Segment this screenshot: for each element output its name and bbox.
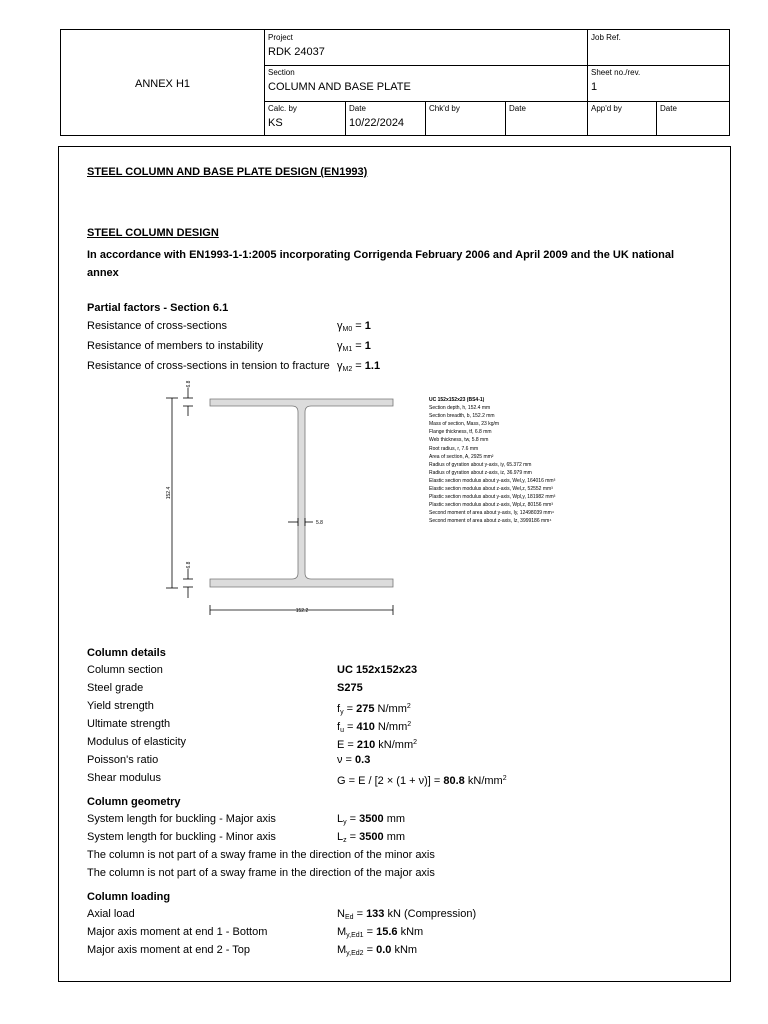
axial-load-label: Axial load — [87, 908, 135, 920]
moment-end1-label: Major axis moment at end 1 - Bottom — [87, 926, 268, 938]
date-value: 10/22/2024 — [349, 117, 405, 129]
shear-modulus-label: Shear modulus — [87, 772, 161, 784]
steel-grade-label: Steel grade — [87, 682, 144, 694]
yield-strength-value: $f_y = 275$ $N/mm^2$ — [337, 703, 411, 716]
shear-modulus-value: G = E / [2 × (1 + ν)] = 80.8 $kN/mm^2$ — [337, 775, 507, 787]
main-title: STEEL COLUMN AND BASE PLATE DESIGN (EN1993) — [87, 166, 368, 178]
section-properties-list — [429, 396, 555, 526]
modulus-label: Modulus of elasticity — [87, 736, 187, 748]
calcby-value: KS — [268, 117, 283, 129]
prop-item: Radius of gyration about y-axis, iy, 65.372 mm — [429, 461, 532, 468]
accordance-line-1: In accordance with EN1993-1-1:2005 incorporating Corrigenda February 2006 and April 2009 and the UK national — [87, 249, 675, 261]
appd-label: App'd by — [591, 104, 622, 113]
section-label: Section — [268, 68, 295, 77]
axial-load-value: $N_{Ed} = 133$ kN (Compression) — [337, 908, 477, 921]
breadth-dim-label: 152.2 — [295, 608, 309, 614]
props-title: UC 152x152x23 (BS4-1) — [429, 397, 485, 403]
pf-value-m1: $\gamma_{M1} = 1$ — [337, 340, 371, 353]
ly-value: $L_y = 3500$ mm — [337, 813, 406, 826]
annex-label: ANNEX H1 — [134, 77, 191, 90]
sway-note-minor: The column is not part of a sway frame in the direction of the minor axis — [87, 849, 435, 861]
jobref-label: Job Ref. — [591, 33, 621, 42]
prop-item: Root radius, r, 7.6 mm — [429, 445, 479, 452]
partial-factors-title: Partial factors - Section 6.1 — [87, 302, 229, 314]
project-label: Project — [268, 33, 293, 42]
column-section-value: UC 152x152x23 — [337, 664, 418, 676]
prop-item: Flange thickness, tf, 6.8 mm — [429, 429, 492, 436]
top-flange-dimension — [183, 388, 193, 416]
sheet-value: 1 — [591, 81, 598, 93]
date3-label: Date — [660, 104, 677, 113]
sheet-label: Sheet no./rev. — [591, 68, 641, 77]
prop-item: Plastic section modulus about y-axis, Wpl,y, 181982 mm³ — [429, 494, 556, 501]
column-loading-title: Column loading — [87, 891, 171, 903]
top-flange-dim-label: 6.8 — [186, 380, 192, 388]
ultimate-strength-value: $f_u = 410$ $N/mm^2$ — [337, 721, 412, 734]
column-section-label: Column section — [87, 664, 163, 676]
poisson-value: ν = 0.3 — [337, 754, 371, 766]
section-value: COLUMN AND BASE PLATE — [268, 81, 411, 93]
date2-label: Date — [509, 104, 526, 113]
moment-end2-value: $M_{y,Ed2} = 0.0$ kNm — [337, 944, 418, 957]
sway-note-major: The column is not part of a sway frame in the direction of the major axis — [87, 867, 435, 879]
ly-label: System length for buckling - Major axis — [87, 813, 276, 825]
pf-label-m1: Resistance of members to instability — [87, 340, 264, 352]
modulus-value: E = 210 $kN/mm^2$ — [337, 739, 418, 751]
chkd-label: Chk'd by — [429, 104, 460, 113]
prop-item: Elastic section modulus about y-axis, Wel,y, 164016 mm³ — [429, 477, 556, 484]
column-design-title: STEEL COLUMN DESIGN — [87, 227, 219, 239]
prop-item: Web thickness, tw, 5.8 mm — [429, 437, 489, 444]
column-geometry-title: Column geometry — [87, 796, 181, 808]
prop-item: Section breadth, b, 152.2 mm — [429, 413, 495, 420]
pf-value-m0: $\gamma_{M0} = 1$ — [337, 320, 371, 333]
steel-grade-value: S275 — [337, 682, 363, 694]
yield-strength-label: Yield strength — [87, 700, 154, 712]
depth-dim-label: 152.4 — [166, 486, 172, 500]
moment-end1-value: $M_{y,Ed1} = 15.6$ kNm — [337, 926, 424, 939]
poisson-label: Poisson's ratio — [87, 754, 159, 766]
project-value: RDK 24037 — [268, 46, 325, 58]
bottom-flange-dimension — [183, 569, 193, 598]
ultimate-strength-label: Ultimate strength — [87, 718, 171, 730]
bottom-flange-dim-label: 6.8 — [186, 561, 192, 569]
prop-item: Elastic section modulus about z-axis, Wel,z, 52552 mm³ — [429, 486, 553, 493]
i-section-shape — [210, 399, 393, 587]
prop-item: Section depth, h, 152.4 mm — [429, 405, 491, 412]
pf-label-m0: Resistance of cross-sections — [87, 320, 227, 332]
pf-label-m2: Resistance of cross-sections in tension to fracture — [87, 360, 330, 372]
prop-item: Area of section, A, 2925 mm² — [429, 453, 494, 460]
pf-value-m2: $\gamma_{M2} = 1.1$ — [337, 360, 381, 373]
prop-item: Radius of gyration about z-axis, iz, 36.979 mm — [429, 469, 532, 476]
prop-item: Second moment of area about z-axis, Iz, 3999186 mm⁴ — [429, 518, 552, 525]
lz-value: $L_z = 3500$ mm — [337, 831, 406, 844]
calcby-label: Calc. by — [268, 104, 297, 113]
prop-item: Second moment of area about y-axis, Iy, 12498039 mm⁴ — [429, 510, 554, 517]
web-dim-label: 5.8 — [316, 520, 323, 526]
date-label: Date — [349, 104, 366, 113]
prop-item: Mass of section, Mass, 23 kg/m — [429, 421, 500, 428]
lz-label: System length for buckling - Minor axis — [87, 831, 276, 843]
moment-end2-label: Major axis moment at end 2 - Top — [87, 944, 251, 956]
column-details-title: Column details — [87, 647, 166, 659]
accordance-line-2: annex — [87, 267, 119, 279]
prop-item: Plastic section modulus about z-axis, Wpl,z, 80156 mm³ — [429, 502, 553, 509]
